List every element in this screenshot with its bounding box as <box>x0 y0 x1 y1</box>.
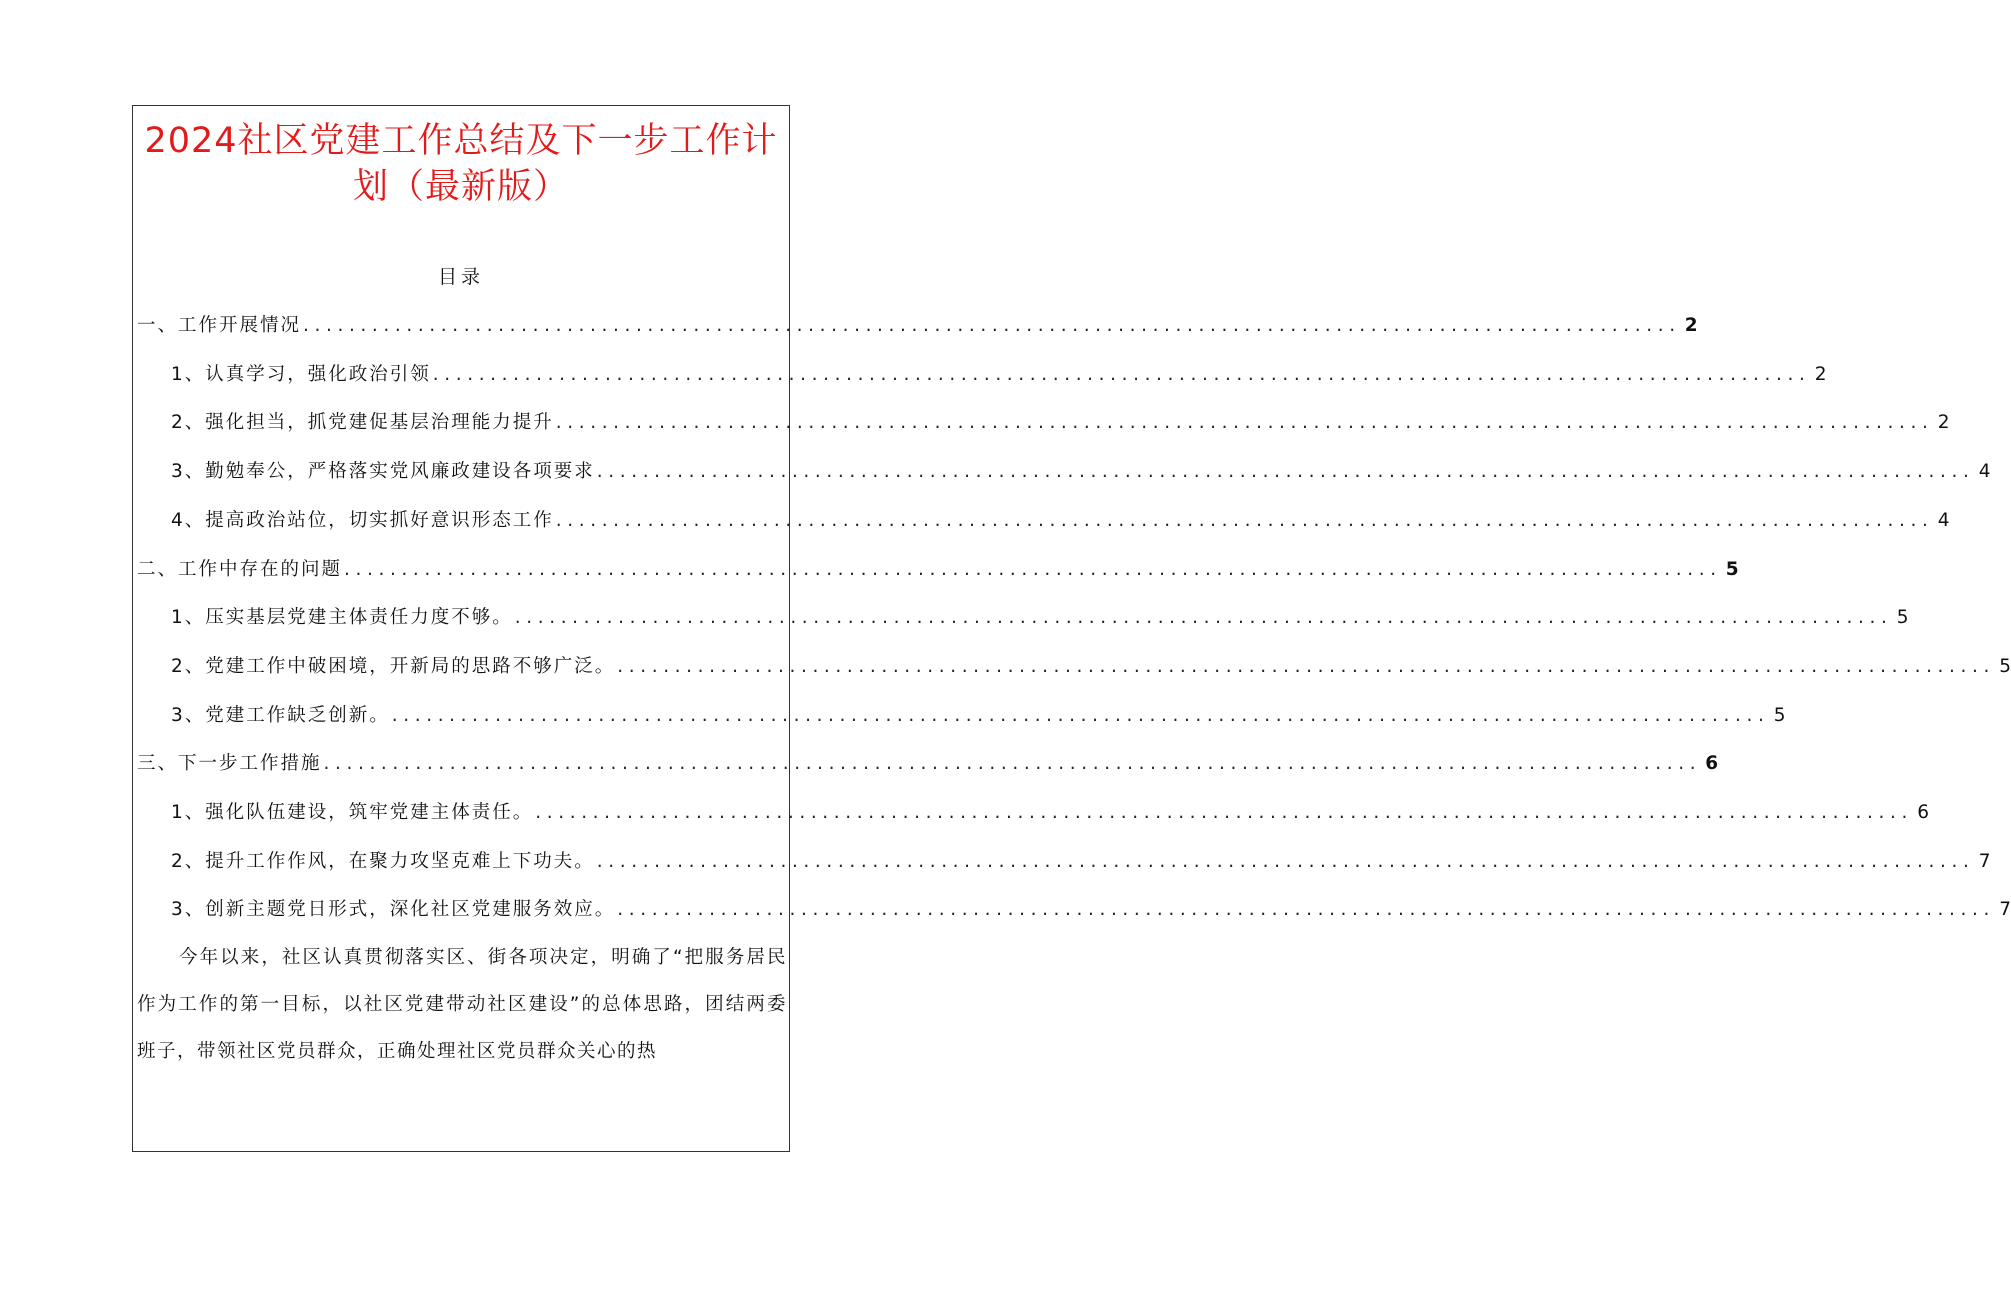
toc-entry[interactable] <box>171 702 1786 730</box>
toc-entry[interactable] <box>171 799 1929 827</box>
toc-page-number: 2 <box>1684 315 1698 336</box>
toc-leader-dots: ........................................................................................................................ <box>514 607 1893 629</box>
toc-entry[interactable] <box>137 750 1719 778</box>
toc-entry[interactable] <box>171 604 1909 632</box>
toc-entry-text: 2、党建工作中破困境，开新局的思路不够广泛。 <box>171 655 616 677</box>
toc-page-number: 5 <box>1773 704 1786 726</box>
toc-page-number: 7 <box>1978 850 1991 872</box>
toc-leader-dots: ........................................................................................................................ <box>617 655 1995 677</box>
document-title-line1: 2024社区党建工作总结及下一步工作计 <box>144 121 778 161</box>
body-paragraph: 今年以来，社区认真贯彻落实区、街各项决定，明确了“把服务居民作为工作的第一目标，以社区党建带动社区建设”的总体思路，团结两委班子，带领社区党员群众，正确处理社区党员群众关心的热 <box>137 947 787 1062</box>
toc-entry-text: 3、创新主题党日形式，深化社区党建服务效应。 <box>171 899 616 921</box>
toc-leader-dots: ........................................................................................................................ <box>344 558 1722 580</box>
toc-entry[interactable] <box>171 409 1950 437</box>
toc-entry-text: 3、勤勉奉公，严格落实党风廉政建设各项要求 <box>171 461 595 483</box>
toc-leader-dots: ........................................................................................................................ <box>323 753 1702 775</box>
toc-leader-dots: ........................................................................................................................ <box>555 509 1934 531</box>
toc-entry-text: 一、工作开展情况 <box>137 315 302 336</box>
toc-leader-dots: ........................................................................................................................ <box>617 899 1995 921</box>
toc-leader-dots: ........................................................................................................................ <box>596 461 1975 483</box>
toc-page-number: 2 <box>1937 412 1950 434</box>
toc-page-number: 2 <box>1814 363 1827 385</box>
toc-entry[interactable] <box>171 848 1991 876</box>
toc-entry-text: 2、强化担当，抓党建促基层治理能力提升 <box>171 412 554 434</box>
document-frame <box>132 105 2011 1152</box>
toc-entry[interactable] <box>171 458 1991 486</box>
toc-entry-text: 二、工作中存在的问题 <box>137 558 343 580</box>
toc-entry[interactable] <box>137 556 1739 584</box>
toc-page-number: 5 <box>1999 655 2011 677</box>
toc-leader-dots: ........................................................................................................................ <box>555 412 1934 434</box>
toc-page-number: 4 <box>1978 461 1991 483</box>
toc-heading: 目录 <box>437 266 484 288</box>
toc-entry[interactable] <box>171 896 2011 924</box>
toc-leader-dots: ........................................................................................................................ <box>303 315 1681 336</box>
toc-page-number: 5 <box>1896 607 1909 629</box>
toc-entry-text: 1、强化队伍建设，筑牢党建主体责任。 <box>171 802 534 823</box>
toc-entry[interactable] <box>171 361 1827 389</box>
toc-leader-dots: ........................................................................................................................ <box>432 363 1811 385</box>
toc-entry-text: 3、党建工作缺乏创新。 <box>171 704 390 726</box>
toc-entry[interactable] <box>171 653 2011 681</box>
toc-entry[interactable] <box>171 507 1950 535</box>
toc-page-number: 5 <box>1725 558 1739 580</box>
toc-entry[interactable] <box>137 312 1698 340</box>
toc-entry-text: 4、提高政治站位，切实抓好意识形态工作 <box>171 509 554 531</box>
toc-page-number: 6 <box>1705 753 1719 775</box>
toc-page-number: 4 <box>1937 509 1950 531</box>
toc-entry-text: 2、提升工作作风，在聚力攻坚克难上下功夫。 <box>171 850 595 872</box>
toc-entry-text: 1、压实基层党建主体责任力度不够。 <box>171 607 513 629</box>
toc-entry-text: 1、认真学习，强化政治引领 <box>171 363 431 385</box>
toc-entry-text: 三、下一步工作措施 <box>137 753 322 775</box>
toc-leader-dots: ........................................................................................................................ <box>596 850 1975 872</box>
toc-page-number: 7 <box>1999 899 2011 921</box>
toc-page-number: 6 <box>1917 802 1929 823</box>
toc-leader-dots: ........................................................................................................................ <box>391 704 1770 726</box>
toc-leader-dots: ........................................................................................................................ <box>535 802 1913 823</box>
document-title-line2: 划（最新版） <box>352 167 569 207</box>
